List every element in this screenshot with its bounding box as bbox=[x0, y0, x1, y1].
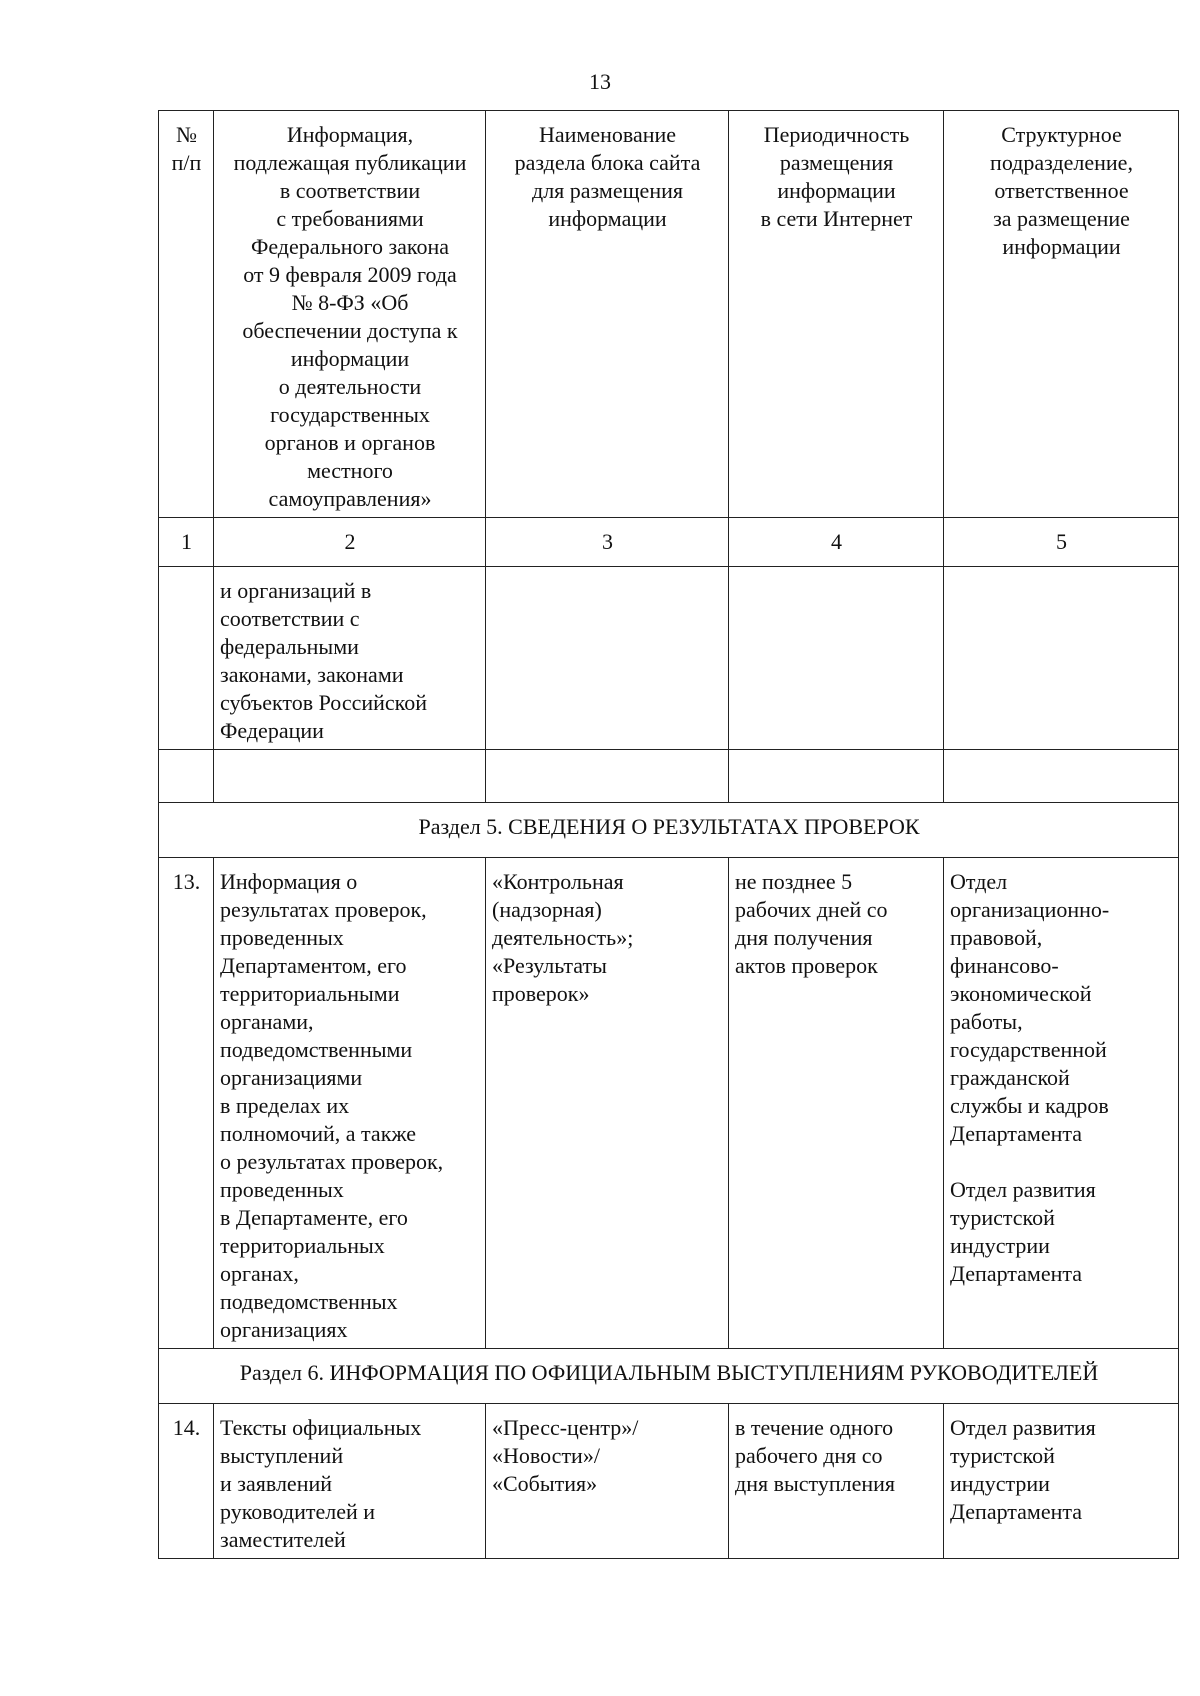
column-number-2: 2 bbox=[214, 518, 486, 567]
row-13-dept-2: Отдел развития туристской индустрии Департамента bbox=[950, 1177, 1096, 1286]
table-header-row bbox=[159, 111, 1179, 518]
publication-table bbox=[158, 110, 1179, 1559]
paragraph-gap bbox=[950, 1148, 1173, 1176]
row-13-responsible-unit bbox=[944, 858, 1179, 1349]
section-6-title: Раздел 6. ИНФОРМАЦИЯ ПО ОФИЦИАЛЬНЫМ ВЫСТУПЛЕНИЯМ РУКОВОДИТЕЛЕЙ bbox=[159, 1349, 1179, 1404]
empty-cell bbox=[944, 750, 1179, 803]
row-14-number: 14. bbox=[159, 1404, 214, 1559]
row-13-dept-1: Отдел организационно- правовой, финансово- экономической работы, государственной гражданской службы и кадров Департамента bbox=[950, 869, 1110, 1146]
empty-cell bbox=[486, 750, 729, 803]
row-14-information: Тексты официальных выступлений и заявлений руководителей и заместителей bbox=[214, 1404, 486, 1559]
empty-row bbox=[159, 750, 1179, 803]
row-14-site-section: «Пресс-центр»/ «Новости»/ «События» bbox=[486, 1404, 729, 1559]
continuation-num-cell bbox=[159, 567, 214, 750]
column-number-5: 5 bbox=[944, 518, 1179, 567]
section-6-heading-row bbox=[159, 1349, 1179, 1404]
header-site-section: Наименование раздела блока сайта для размещения информации bbox=[486, 111, 729, 518]
header-responsible-unit: Структурное подразделение, ответственное за размещение информации bbox=[944, 111, 1179, 518]
row-13-site-section: «Контрольная (надзорная) деятельность»; «Результаты проверок» bbox=[486, 858, 729, 1349]
column-number-3: 3 bbox=[486, 518, 729, 567]
table-row-14 bbox=[159, 1404, 1179, 1559]
page-number: 13 bbox=[589, 69, 611, 94]
column-number-4: 4 bbox=[729, 518, 944, 567]
row-14-responsible-unit: Отдел развития туристской индустрии Департамента bbox=[944, 1404, 1179, 1559]
column-number-1: 1 bbox=[159, 518, 214, 567]
continuation-info-cell: и организаций в соответствии с федеральными законами, законами субъектов Российской Федерации bbox=[214, 567, 486, 750]
row-13-number: 13. bbox=[159, 858, 214, 1349]
continuation-dept-cell bbox=[944, 567, 1179, 750]
table-row-13 bbox=[159, 858, 1179, 1349]
empty-cell bbox=[214, 750, 486, 803]
continuation-period-cell bbox=[729, 567, 944, 750]
empty-cell bbox=[729, 750, 944, 803]
empty-cell bbox=[159, 750, 214, 803]
column-number-row bbox=[159, 518, 1179, 567]
row-13-information: Информация о результатах проверок, проведенных Департаментом, его территориальными органами, подведомственными организациями в пределах их полномочий, а также о результатах проверок, проведенных в Департаменте, его территориальных органах, подведомственных организациях bbox=[214, 858, 486, 1349]
continuation-section-cell bbox=[486, 567, 729, 750]
row-14-periodicity: в течение одного рабочего дня со дня выступления bbox=[729, 1404, 944, 1559]
header-information: Информация, подлежащая публикации в соответствии с требованиями Федерального закона от 9 февраля 2009 года № 8-ФЗ «Об обеспечении доступа к информации о деятельности государственных органов и органов местного самоуправления» bbox=[214, 111, 486, 518]
header-periodicity: Периодичность размещения информации в сети Интернет bbox=[729, 111, 944, 518]
section-5-heading-row bbox=[159, 803, 1179, 858]
row-13-periodicity: не позднее 5 рабочих дней со дня получения актов проверок bbox=[729, 858, 944, 1349]
continuation-row bbox=[159, 567, 1179, 750]
header-number: № п/п bbox=[159, 111, 214, 518]
section-5-title: Раздел 5. СВЕДЕНИЯ О РЕЗУЛЬТАТАХ ПРОВЕРОК bbox=[159, 803, 1179, 858]
